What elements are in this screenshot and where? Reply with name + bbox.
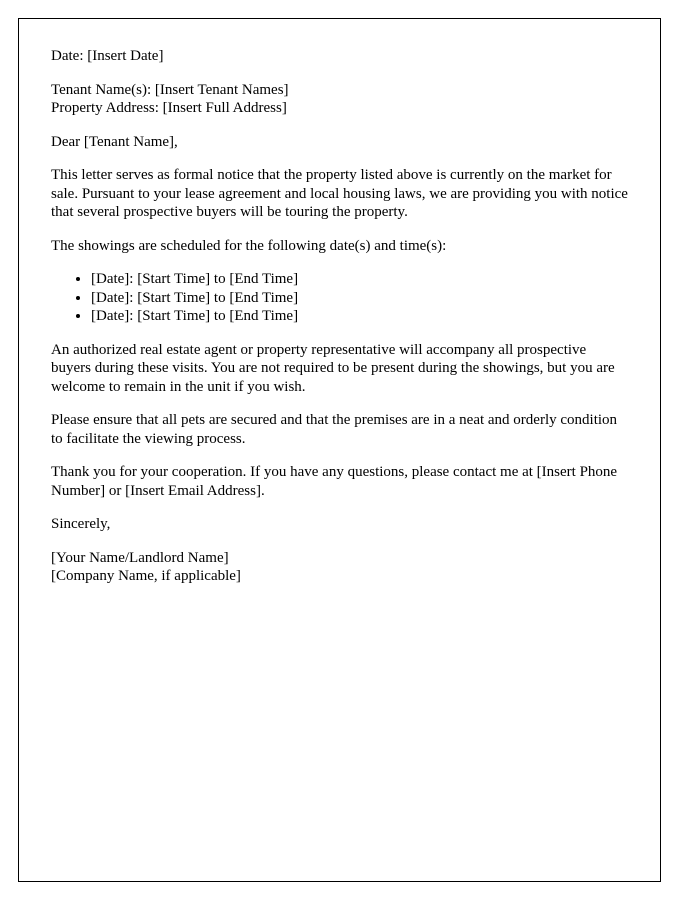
property-address-line: Property Address: [Insert Full Address]	[51, 100, 287, 116]
showing-item: • [Date]: [Start Time] to [End Time]	[91, 307, 628, 326]
showings-list	[51, 270, 628, 326]
paragraph-agent: An authorized real estate agent or property representative will accompany all prospective buyers during these visits. You are not required to be present during the showings, but you are welcome to remain in the unit if you wish.	[51, 341, 615, 395]
letter-body	[51, 47, 628, 586]
signature-company: [Company Name, if applicable]	[51, 568, 241, 584]
paragraph-notice: This letter serves as formal notice that the property listed above is currently on the market for sale. Pursuant to your lease agreement and local housing laws, we are providing you with notice that several prospective buyers will be touring the property.	[51, 167, 628, 220]
date-line: Date: [Insert Date]	[51, 48, 164, 64]
salutation: Dear [Tenant Name],	[51, 133, 178, 150]
signature-name: [Your Name/Landlord Name]	[51, 549, 229, 566]
closing: Sincerely,	[51, 516, 111, 532]
paragraph-showings-intro: The showings are scheduled for the following date(s) and time(s):	[51, 237, 447, 254]
tenant-name-line: Tenant Name(s): [Insert Tenant Names]	[51, 81, 289, 98]
showing-item: • [Date]: [Start Time] to [End Time]	[91, 270, 628, 289]
showing-item: • [Date]: [Start Time] to [End Time]	[91, 289, 628, 308]
letter-page	[18, 18, 661, 882]
paragraph-thanks: Thank you for your cooperation. If you have any questions, please contact me at [Insert Phone Number] or [Insert Email Address].	[51, 464, 618, 499]
paragraph-pets: Please ensure that all pets are secured and that the premises are in a neat and orderly condition to facilitate the viewing process.	[51, 412, 618, 447]
